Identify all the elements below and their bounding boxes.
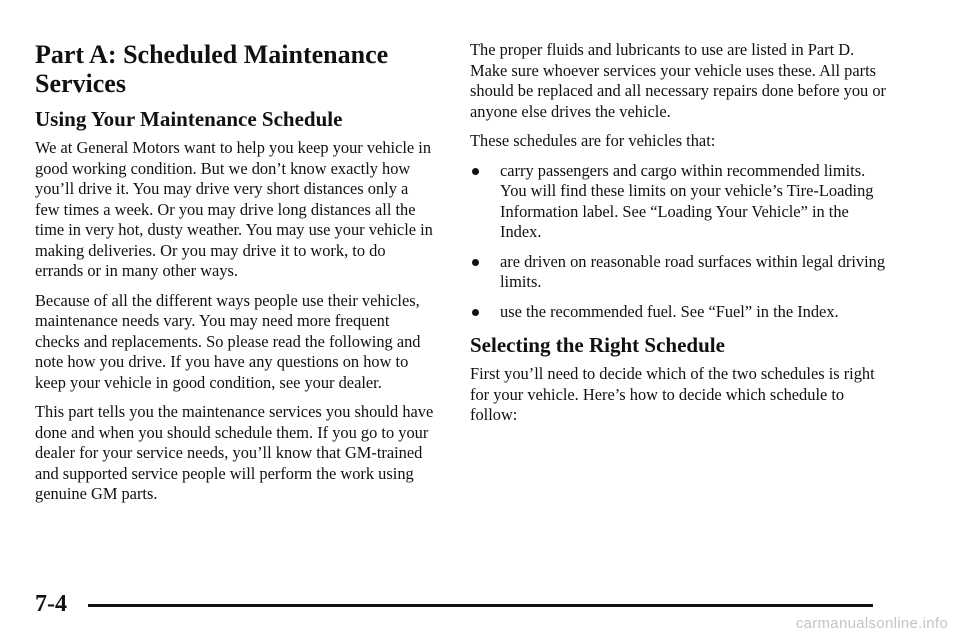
paragraph-services: This part tells you the maintenance services you should have done and when you should schedule them. If you go to your dealer for your service needs, you’ll know that GM‑trained and supported service people will perform the work using genuine GM parts. (35, 402, 434, 503)
page-title: Part A: Scheduled Maintenance Services (35, 40, 389, 98)
paragraph-fluids: The proper fluids and lubricants to use are listed in Part D. Make sure whoever services your vehicle uses these. All parts should be replaced and all necessary repairs done before you or anyone else drives the vehicle. (470, 40, 886, 121)
paragraph-intro: We at General Motors want to help you keep your vehicle in good working condition. But we don’t know exactly how you’ll drive it. You may drive very short distances only a few times a week. Or you may drive long distances all the time in very hot, dusty weather. You may use your vehicle in making deliveries. Or you may drive it to work, to do errands or in many other ways. (35, 138, 433, 280)
paragraph-maintenance-needs: Because of all the different ways people use their vehicles, maintenance needs vary. You may need more frequent checks and replacements. So please read the following and note how you drive. If you have any questions on how to keep your vehicle in good condition, see your dealer. (35, 290, 421, 392)
bullet-icon (472, 259, 479, 266)
list-item-text: use the recommended fuel. See “Fuel” in the Index. (500, 301, 839, 321)
paragraph-selecting: First you’ll need to decide which of the two schedules is right for your vehicle. Here’s how to decide which schedule to follow: (470, 364, 875, 424)
vehicle-conditions-list (470, 161, 890, 323)
watermark: carmanualsonline.info (795, 615, 948, 632)
section-heading-selecting-schedule: Selecting the Right Schedule (470, 333, 725, 357)
list-item (470, 252, 890, 293)
section-heading-using-schedule: Using Your Maintenance Schedule (35, 107, 343, 131)
list-item-text: carry passengers and cargo within recommended limits. You will find these limits on your vehicle’s Tire‑Loading Information label. See “Loading Your Vehicle” in the Index. (500, 160, 874, 241)
list-item (470, 302, 890, 323)
bullet-icon (472, 168, 479, 175)
paragraph-schedules-intro: These schedules are for vehicles that: (470, 131, 716, 150)
page-number: 7-4 (35, 591, 67, 617)
bullet-icon (472, 309, 479, 316)
list-item (470, 161, 890, 243)
list-item-text: are driven on reasonable road surfaces within legal driving limits. (500, 251, 886, 291)
left-column (35, 40, 435, 514)
right-column (470, 40, 890, 435)
footer-divider (88, 604, 873, 607)
